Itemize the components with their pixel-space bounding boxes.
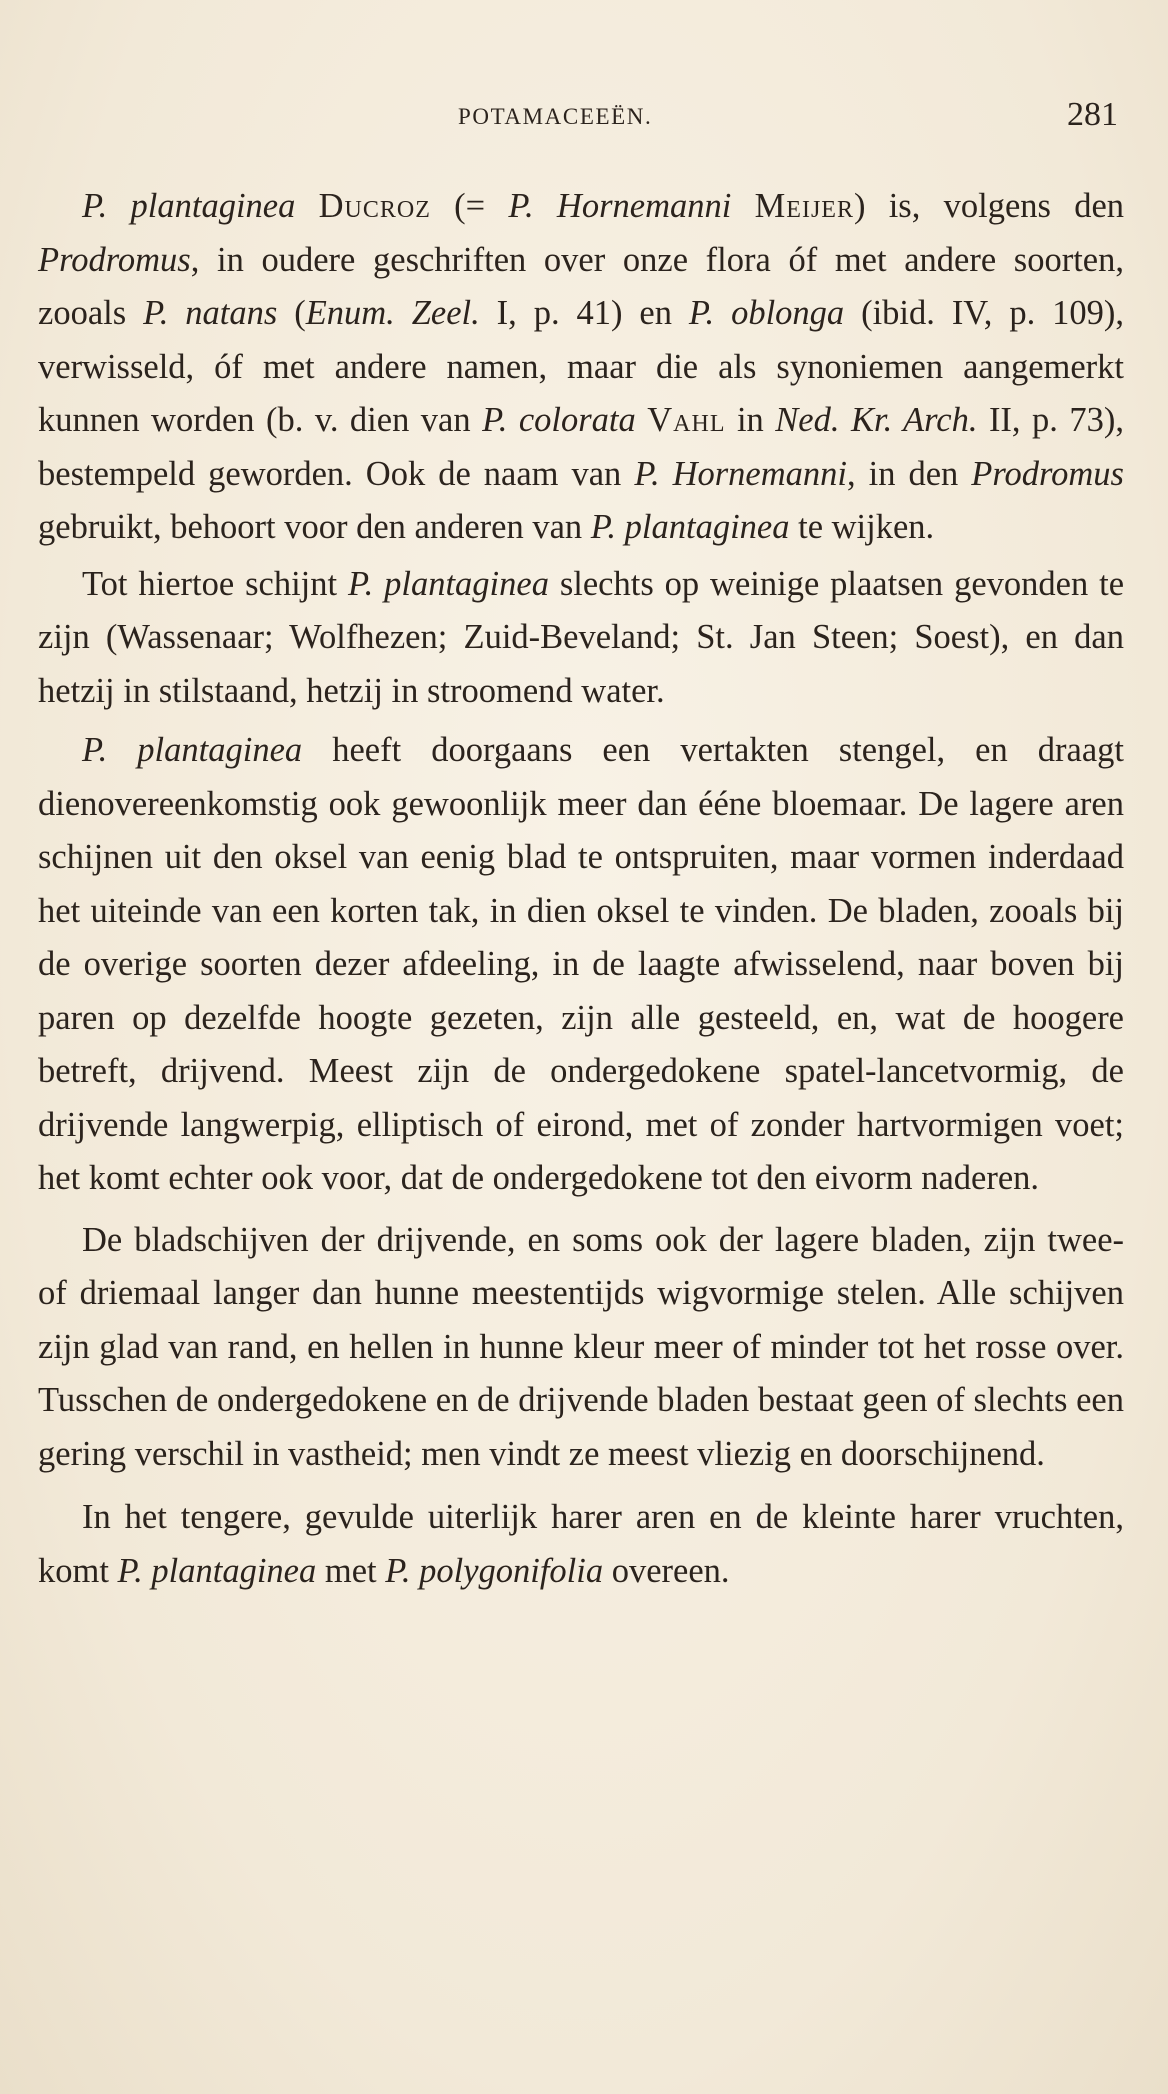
text-run: slechts op weinige plaatsen gevonden te zijn (Wassenaar; Wolfhezen; Zuid-Beveland; St. Jan Steen; Soest), en dan hetzij in stilstaand, hetzij in stroomend water. [38, 564, 1125, 710]
italic-run: Prodromus [971, 454, 1124, 493]
author-name: Ducroz [318, 187, 431, 225]
italic-run: P. plantaginea [590, 508, 790, 546]
text-run: In het tengere, gevulde uiterlijk harer aren en de kleinte harer vruchten, komt [38, 1498, 1124, 1590]
paragraph [38, 1491, 1124, 1598]
italic-run: P. plantaginea [82, 187, 296, 225]
italic-run: P. Hornemanni [508, 187, 732, 225]
italic-run: P. Hornemanni [634, 454, 847, 493]
paragraph [38, 724, 1124, 1206]
text-run: , in den [846, 454, 972, 493]
text-run: overeen. [603, 1551, 730, 1590]
italic-run: P. oblonga [688, 294, 845, 332]
italic-run: Enum. Zeel. [305, 294, 480, 332]
italic-run: P. colorata [482, 401, 636, 439]
paragraph [38, 1214, 1124, 1482]
italic-run: P. plantaginea [117, 1551, 317, 1590]
text-run: ( [277, 294, 306, 332]
text-run [295, 187, 318, 225]
text-run [636, 401, 647, 439]
text-run: ) is, volgens den [853, 187, 1125, 225]
italic-run: P. natans [143, 294, 278, 332]
page-number: 281 [1067, 96, 1118, 133]
paragraph [38, 558, 1124, 719]
text-run: I, p. 41) en [479, 294, 689, 332]
page-header [0, 96, 1168, 136]
italic-run: Ned. Kr. Arch. [775, 401, 978, 439]
text-run: , in oudere geschriften over onze flora óf met andere soorten, zooals [38, 240, 1124, 332]
text-run: (ibid. IV, p. 109), verwisseld, óf met andere namen, maar die als synoniemen aangemerkt kunnen worden (b. v. dien van [38, 294, 1124, 439]
text-run: gebruikt, behoort voor den anderen van [38, 508, 591, 546]
body-text [38, 180, 1124, 1602]
italic-run: P. plantaginea [347, 564, 549, 603]
running-title: POTAMACEEËN. [458, 104, 653, 129]
text-run: II, p. 73), bestempeld geworden. Ook de naam van [38, 401, 1124, 493]
text-run: te wijken. [789, 508, 935, 546]
text-run: Tot hiertoe schijnt [82, 564, 348, 603]
text-run: heeft doorgaans een vertakten stengel, en draagt dienovereenkomstig ook gewoonlijk meer dan ééne bloemaar. De lagere aren schijnen uit den oksel van eenig blad te ontspruiten, maar vormen inderdaad het uiteinde van een korten tak, in dien oksel te vinden. De bladen, zooals bij de overige soorten dezer afdeeling, in de laagte afwisselend, naar boven bij paren op dezelfde hoogte gezeten, zijn alle gesteeld, en, wat de hoogere betreft, drijvend. Meest zijn de ondergedokene spatel-lancetvormig, de drijvende langwerpig, elliptisch of eirond, met of zonder hartvormigen voet; het komt echter ook voor, dat de ondergedokene tot den eivorm naderen. [38, 731, 1124, 1197]
text-run: in [725, 401, 776, 439]
italic-run: P. polygonifolia [385, 1551, 604, 1590]
author-name: Meijer [754, 187, 854, 225]
text-run: met [316, 1551, 386, 1590]
paragraph [38, 180, 1124, 555]
text-run: De bladschijven der drijvende, en soms ook der lagere bladen, zijn twee- of driemaal langer dan hunne meestentijds wigvormige stelen. Alle schijven zijn glad van rand, en hellen in hunne kleur meer of minder tot het rosse over. Tusschen de ondergedokene en de drijvende bladen bestaat geen of slechts een gering verschil in vastheid; men vindt ze meest vliezig en doorschijnend. [38, 1220, 1124, 1473]
text-run: (= [430, 187, 509, 225]
text-run [731, 187, 754, 225]
italic-run: Prodromus [38, 240, 191, 279]
author-name: Vahl [647, 401, 726, 439]
italic-run: P. plantaginea [82, 731, 303, 769]
